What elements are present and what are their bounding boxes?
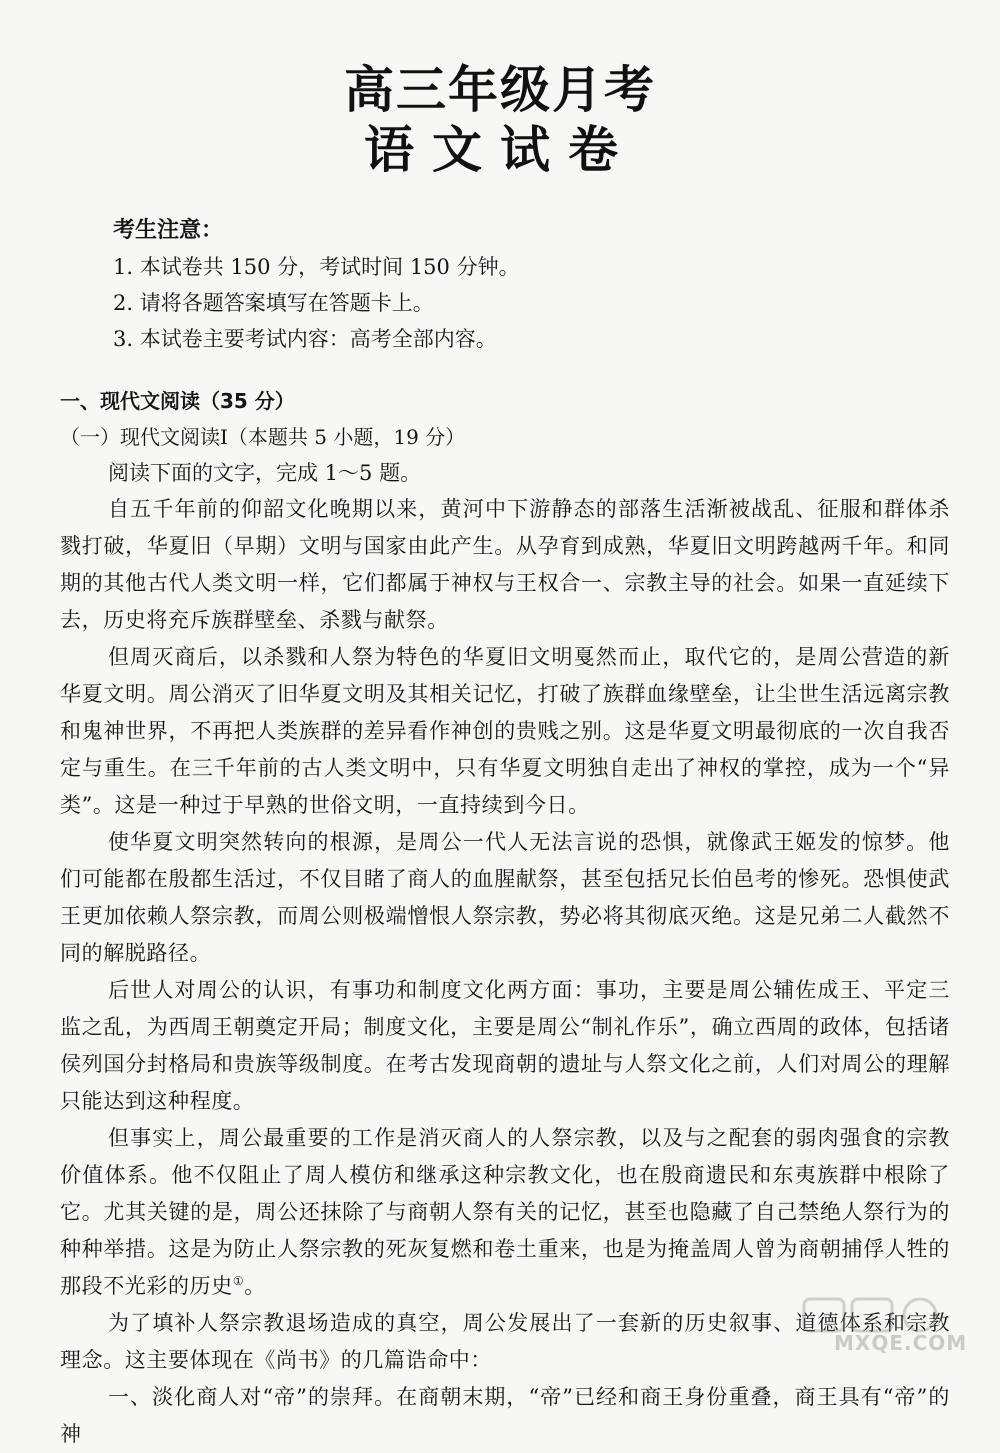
passage-paragraph-2: 但周灭商后，以杀戮和人祭为特色的华夏旧文明戛然而止，取代它的，是周公营造的新华夏文明。周公消灭了旧华夏文明及其相关记忆，打破了族群血缘壁垒，让尘世生活远离宗教和鬼神世界，不再把人类族群的差异看作神创的贵贱之别。这是华夏文明最彻底的一次自我否定与重生。在三千年前的古人类文明中，只有华夏文明独自走出了神权的掌控，成为一个“异类”。这是一种过于早熟的世俗文明，一直持续到今日。 xyxy=(60,645,950,817)
notice-item: 1. 本试卷共 150 分，考试时间 150 分钟。 xyxy=(113,255,520,279)
reading-section xyxy=(60,383,950,1453)
passage-paragraph-5-text: 但事实上，周公最重要的工作是消灭商人的人祭宗教，以及与之配套的弱肉强食的宗教价值体系。他不仅阻止了周人模仿和继承这种宗教文化，也在殷商遗民和东夷族群中根除了它。尤其关键的是，周公还抹除了与商朝人祭有关的记忆，甚至也隐藏了自己禁绝人祭行为的种种举措。这是为防止人祭宗教的死灰复燃和卷土重来，也是为掩盖周人曾为商朝捕俘人牲的那段不光彩的历史 xyxy=(60,1126,950,1298)
section-subheading: （一）现代文阅读Ⅰ（本题共 5 小题，19 分） xyxy=(60,425,466,449)
exam-title: 高三年级月考 xyxy=(344,61,656,119)
footnote-mark: ① xyxy=(232,1274,245,1288)
passage-paragraph-7: 一、淡化商人对“帝”的崇拜。在商朝末期，“帝”已经和商王身份重叠，商王具有“帝”的神 xyxy=(60,1385,950,1446)
passage-paragraph-6: 为了填补人祭宗教退场造成的真空，周公发展出了一套新的历史叙事、道德体系和宗教理念。这主要体现在《尚书》的几篇诰命中： xyxy=(60,1311,950,1372)
passage-paragraph-4: 后世人对周公的认识，有事功和制度文化两方面：事功，主要是周公辅佐成王、平定三监之乱，为西周王朝奠定开局；制度文化，主要是周公“制礼作乐”，确立西周的政体，包括诸侯列国分封格局和贵族等级制度。在考古发现商朝的遗址与人祭文化之前，人们对周公的理解只能达到这种程度。 xyxy=(60,978,950,1113)
notice-heading: 考生注意： xyxy=(113,218,224,243)
passage-paragraph-3: 使华夏文明突然转向的根源，是周公一代人无法言说的恐惧，就像武王姬发的惊梦。他们可能都在殷都生活过，不仅目睹了商人的血腥献祭，甚至包括兄长伯邑考的惨死。恐惧使武王更加依赖人祭宗教，而周公则极端憎恨人祭宗教，势必将其彻底灭绝。这是兄弟二人截然不同的解脱路径。 xyxy=(60,830,950,965)
section-instruction: 阅读下面的文字，完成 1～5 题。 xyxy=(108,461,422,485)
candidate-notice xyxy=(113,213,933,357)
site-watermark xyxy=(800,1295,980,1357)
notice-item: 3. 本试卷主要考试内容：高考全部内容。 xyxy=(113,327,497,351)
notice-item: 2. 请将各题答案填写在答题卡上。 xyxy=(113,291,434,315)
section-heading: 一、现代文阅读（35 分） xyxy=(60,389,295,413)
passage-paragraph-1: 自五千年前的仰韶文化晚期以来，黄河中下游静态的部落生活渐被战乱、征服和群体杀戮打破，华夏旧（早期）文明与国家由此产生。从孕育到成熟，华夏旧文明跨越两千年。和同期的其他古代人类文明一样，它们都属于神权与王权合一、宗教主导的社会。如果一直延续下去，历史将充斥族群壁垒、杀戮与献祭。 xyxy=(60,497,950,632)
exam-subject-title: 语文试卷 xyxy=(364,121,636,179)
passage-paragraph-5: 但事实上，周公最重要的工作是消灭商人的人祭宗教，以及与之配套的弱肉强食的宗教价值体系。他不仅阻止了周人模仿和继承这种宗教文化，也在殷商遗民和东夷族群中根除了它。尤其关键的是，周公还抹除了与商朝人祭有关的记忆，甚至也隐藏了自己禁绝人祭行为的种种举措。这是为防止人祭宗教的死灰复燃和卷土重来，也是为掩盖周人曾为商朝捕俘人牲的那段不光彩的历史①。 xyxy=(60,1126,950,1298)
watermark-badge-icon xyxy=(800,1295,980,1335)
watermark-text: MXQE.COM xyxy=(834,1331,968,1355)
